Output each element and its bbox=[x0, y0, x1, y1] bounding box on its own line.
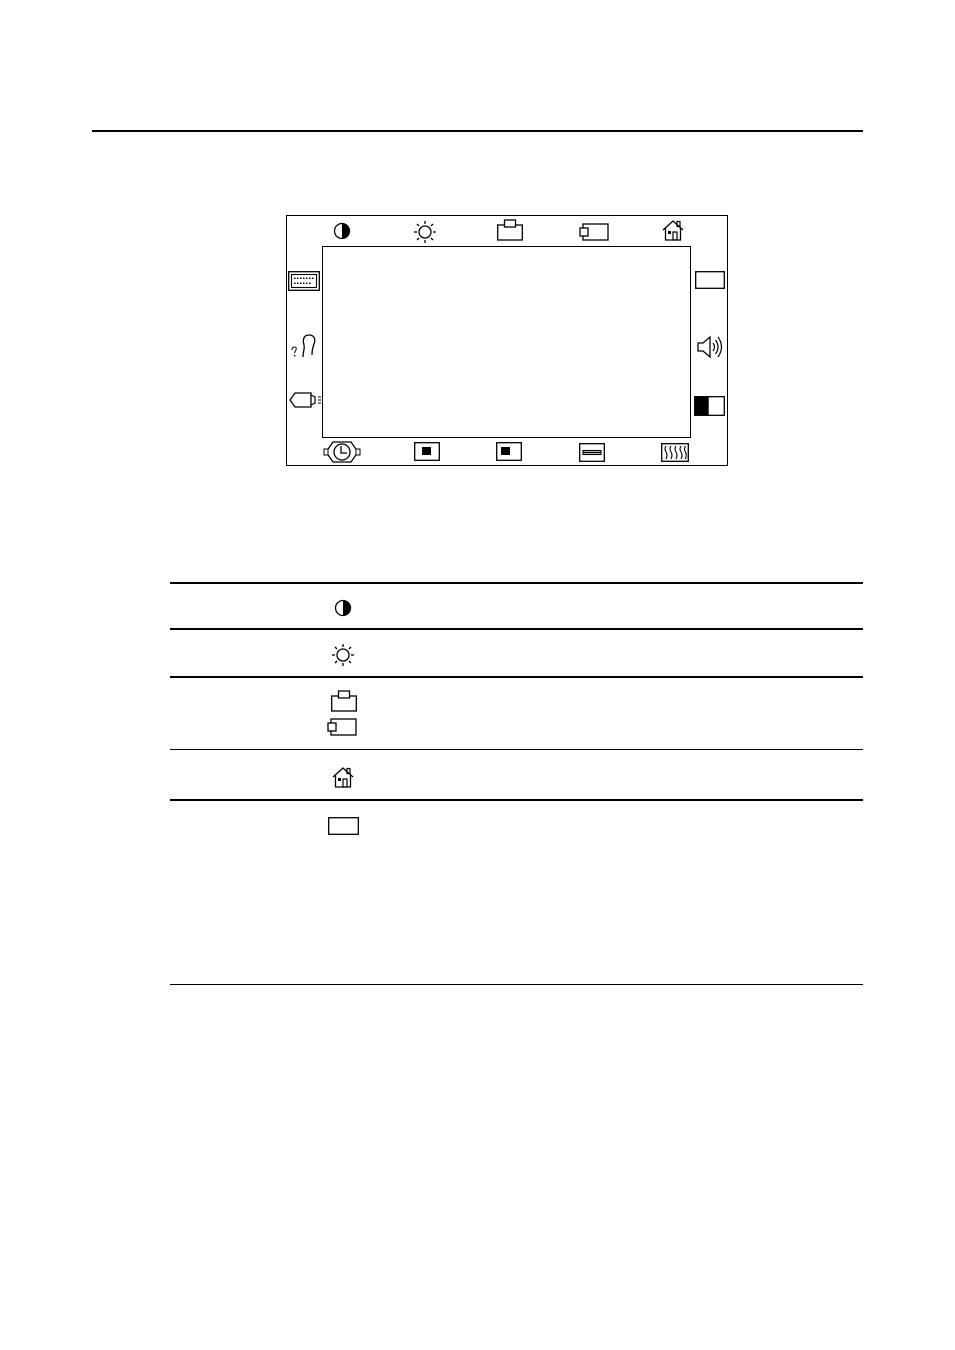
degauss-icon[interactable] bbox=[661, 443, 689, 462]
table-rule-row-1 bbox=[170, 628, 863, 630]
table-rule-row-2 bbox=[170, 676, 863, 678]
table-rule-row-4 bbox=[170, 799, 863, 801]
image-size-icon[interactable] bbox=[414, 442, 440, 461]
half-filled-square-icon[interactable] bbox=[694, 396, 725, 416]
horizontal-position-icon bbox=[327, 718, 357, 736]
page-top-rule bbox=[92, 130, 863, 132]
input-source-icon[interactable] bbox=[289, 391, 323, 409]
table-rule-top bbox=[170, 582, 863, 584]
contrast-icon[interactable] bbox=[333, 222, 351, 240]
clock-icon[interactable] bbox=[324, 441, 360, 463]
blank-box-icon bbox=[328, 817, 359, 835]
image-position-icon[interactable] bbox=[496, 442, 522, 461]
color-bar-icon[interactable] bbox=[579, 443, 605, 462]
vertical-position-icon[interactable] bbox=[497, 219, 523, 241]
table-rule-row-3 bbox=[170, 749, 863, 750]
vertical-position-icon bbox=[331, 690, 357, 712]
volume-icon[interactable] bbox=[697, 335, 725, 359]
home-icon[interactable] bbox=[661, 219, 685, 241]
home-icon bbox=[331, 766, 355, 788]
osd-screen-display-area bbox=[322, 246, 691, 438]
blank-box-icon[interactable] bbox=[695, 271, 725, 289]
help-icon[interactable] bbox=[291, 333, 317, 361]
brightness-icon bbox=[332, 644, 354, 666]
osd-screen-frame bbox=[286, 215, 728, 466]
horizontal-position-icon[interactable] bbox=[579, 223, 609, 241]
contrast-icon bbox=[334, 599, 352, 617]
input-connector-icon[interactable] bbox=[288, 271, 320, 291]
table-rule-bottom bbox=[170, 984, 863, 985]
brightness-icon[interactable] bbox=[414, 221, 436, 243]
